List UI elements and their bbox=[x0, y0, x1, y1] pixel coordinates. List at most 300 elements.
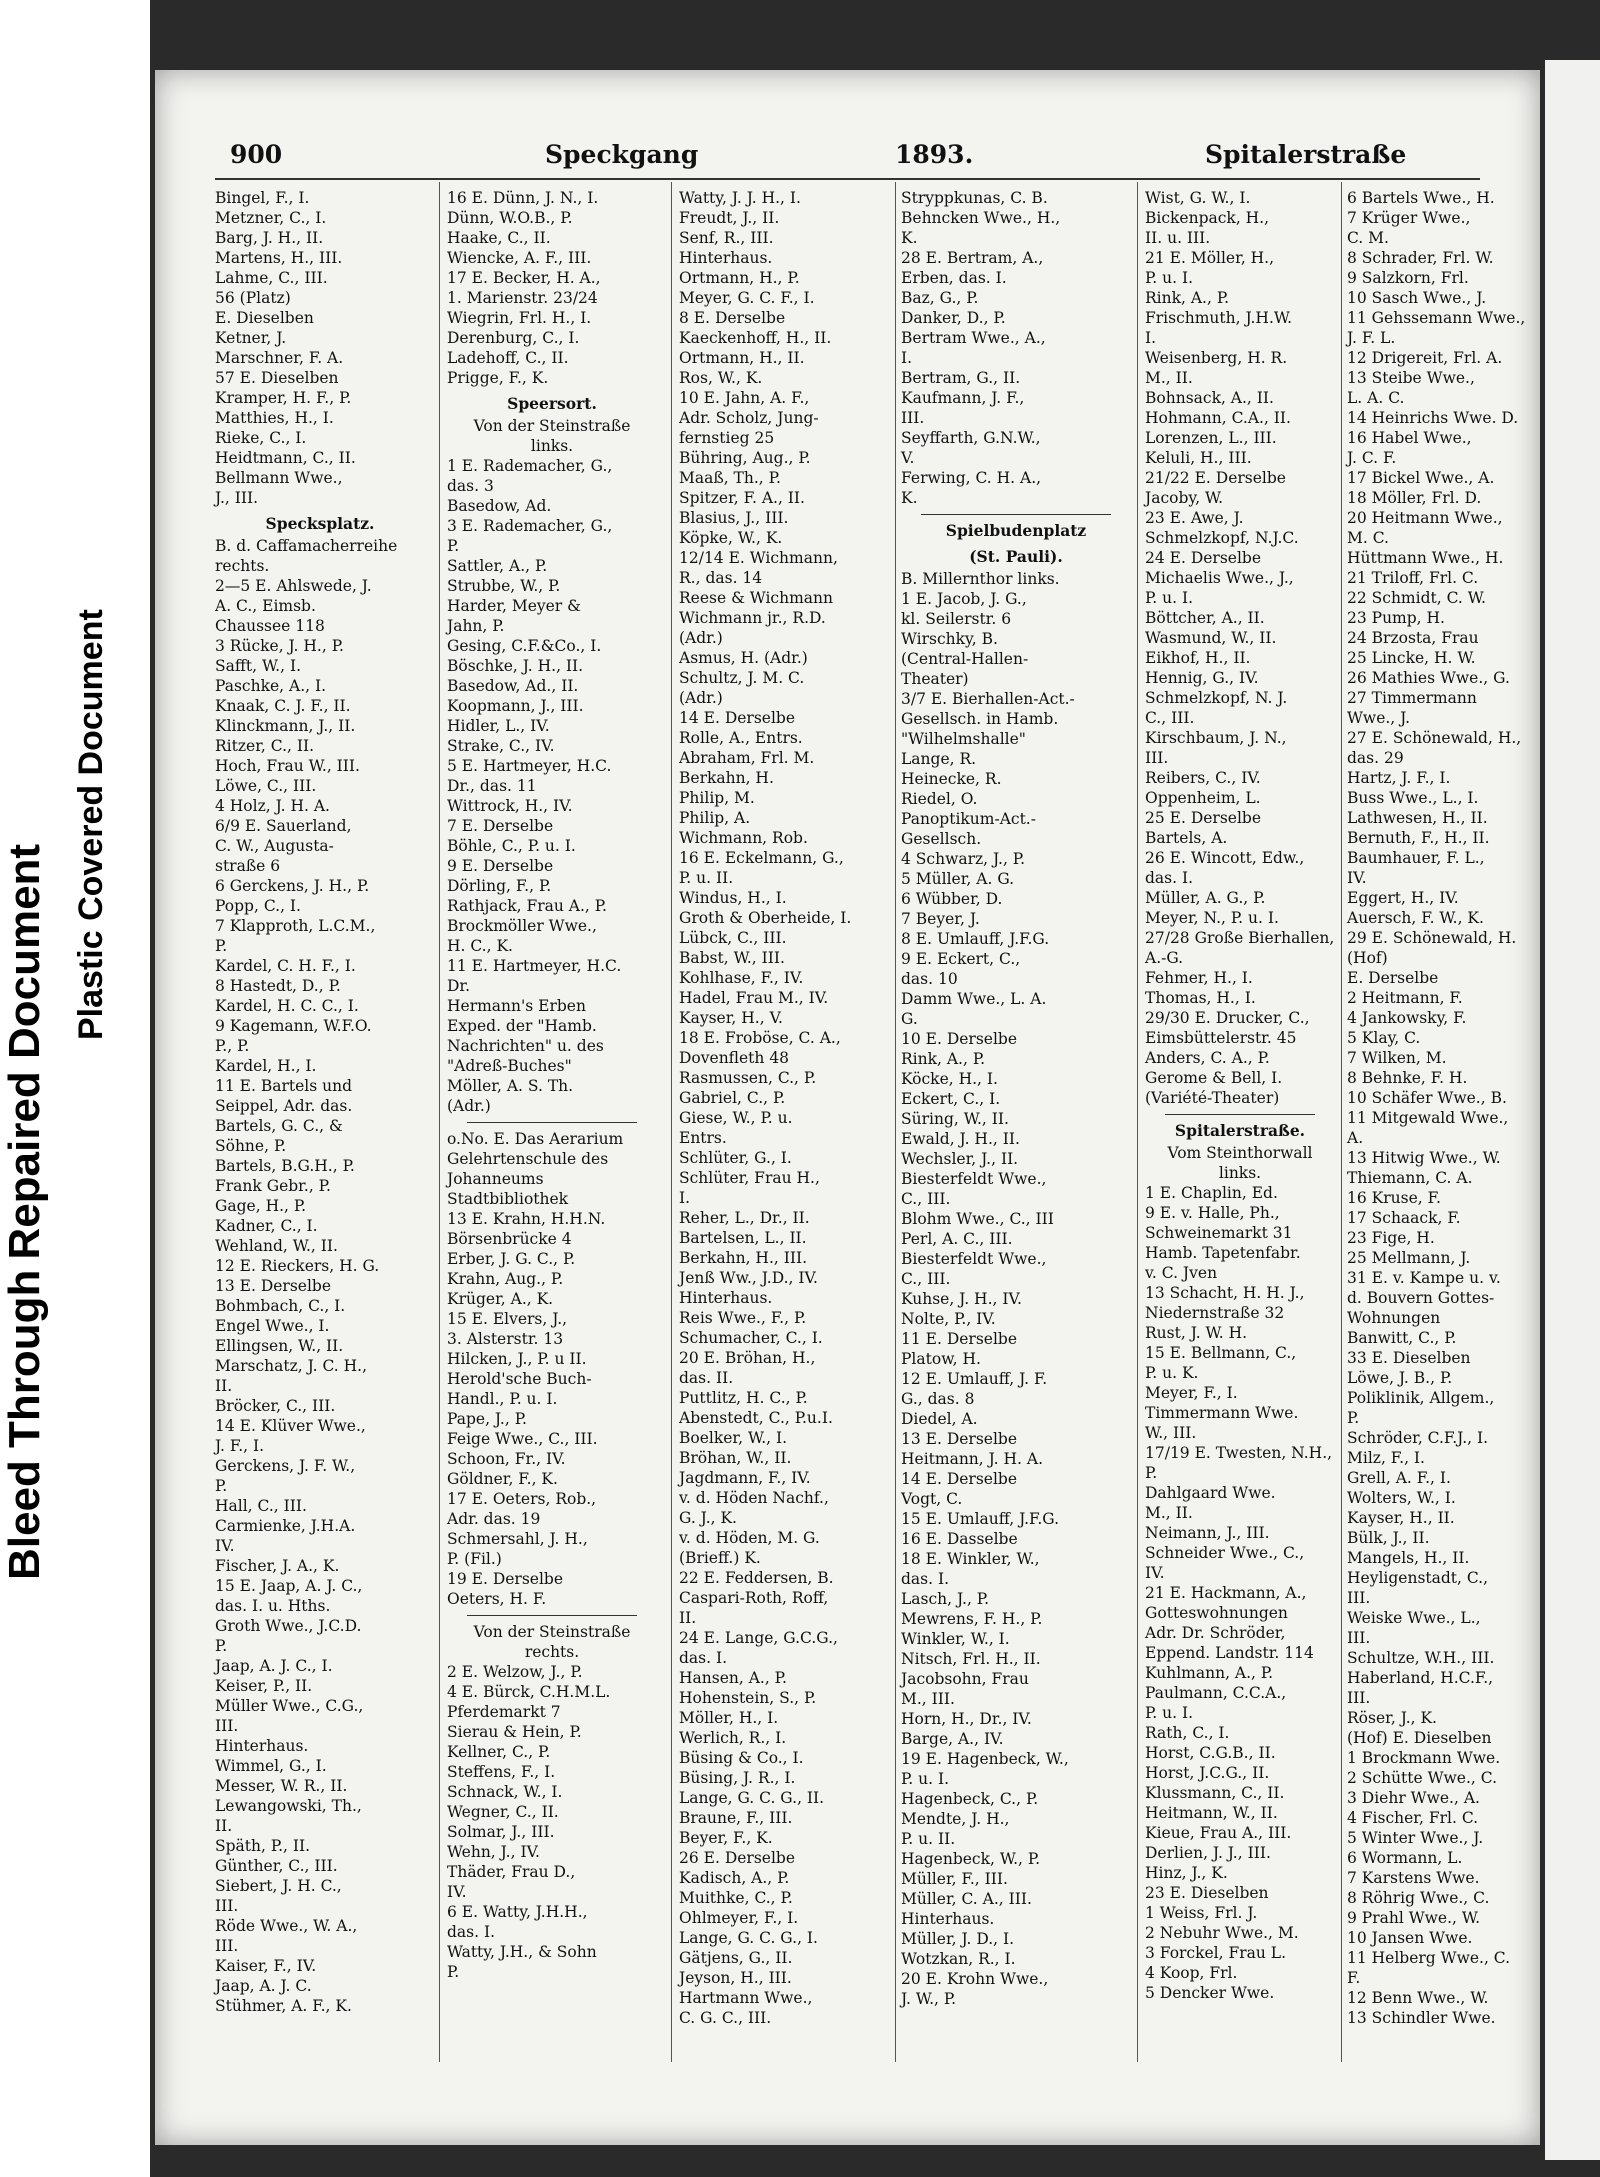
directory-entry: Hamb. Tapetenfabr. bbox=[1145, 1244, 1301, 1262]
directory-entry: Brockmöller Wwe., bbox=[447, 917, 597, 935]
directory-entry: Möller, H., I. bbox=[679, 1709, 779, 1727]
directory-entry: Hansen, A., P. bbox=[679, 1669, 787, 1687]
directory-entry: Ketner, J. bbox=[215, 329, 287, 347]
directory-entry: Jeyson, H., III. bbox=[679, 1969, 792, 1987]
directory-entry: 13 Schacht, H. H. J., bbox=[1145, 1284, 1305, 1302]
directory-entry: Hinterhaus. bbox=[901, 1910, 995, 1928]
directory-entry: Gotteswohnungen bbox=[1145, 1604, 1288, 1622]
directory-entry: Schultz, J. M. C. bbox=[679, 669, 805, 687]
directory-entry: Wimmel, G., I. bbox=[215, 1757, 327, 1775]
directory-entry: Lathwesen, H., II. bbox=[1347, 809, 1488, 827]
directory-entry: das. 10 bbox=[901, 970, 958, 988]
directory-entry: Bartels, A. bbox=[1145, 829, 1228, 847]
directory-entry: 2 E. Welzow, J., P. bbox=[447, 1663, 583, 1681]
directory-entry: Messer, W. R., II. bbox=[215, 1777, 348, 1795]
directory-entry: 6 Wübber, D. bbox=[901, 890, 1003, 908]
directory-entry: Müller, F., III. bbox=[901, 1870, 1008, 1888]
directory-entry: 1. Marienstr. 23/24 bbox=[447, 289, 598, 307]
directory-entry: J. F. L. bbox=[1347, 329, 1396, 347]
directory-entry: Gesellsch. in Hamb. bbox=[901, 710, 1059, 728]
directory-entry: Thomas, H., I. bbox=[1145, 989, 1256, 1007]
directory-entry: 21 E. Hackmann, A., bbox=[1145, 1584, 1307, 1602]
directory-entry: Gerckens, J. F. W., bbox=[215, 1457, 356, 1475]
directory-entry: 20 Heitmann Wwe., bbox=[1347, 509, 1503, 527]
directory-entry: Abenstedt, C., P.u.I. bbox=[679, 1409, 833, 1427]
directory-entry: Haake, C., II. bbox=[447, 229, 551, 247]
directory-entry: o.No. E. Das Aerarium bbox=[447, 1130, 624, 1148]
directory-entry: 27 Timmermann bbox=[1347, 689, 1477, 707]
directory-entry: 4 E. Bürck, C.H.M.L. bbox=[447, 1683, 611, 1701]
directory-entry: Adr. Dr. Schröder, bbox=[1145, 1624, 1286, 1642]
directory-entry: Berkahn, H., III. bbox=[679, 1249, 808, 1267]
directory-entry: v. d. Höden, M. G. bbox=[679, 1529, 820, 1547]
directory-entry: "Wilhelmshalle" bbox=[901, 730, 1026, 748]
directory-entry: 13 Hitwig Wwe., W. bbox=[1347, 1149, 1501, 1167]
directory-entry: das. I. bbox=[1145, 869, 1194, 887]
directory-entry: 24 Brzosta, Frau bbox=[1347, 629, 1479, 647]
directory-entry: Diedel, A. bbox=[901, 1410, 978, 1428]
directory-entry: Möller, A. S. Th. bbox=[447, 1077, 574, 1095]
directory-entry: 13 E. Derselbe bbox=[215, 1277, 332, 1295]
directory-entry: Philip, A. bbox=[679, 809, 751, 827]
directory-entry: II. bbox=[215, 1817, 233, 1835]
directory-entry: Abraham, Frl. M. bbox=[679, 749, 815, 767]
directory-entry: P. u. I. bbox=[1145, 1704, 1194, 1722]
directory-entry: P. u. I. bbox=[901, 1770, 950, 1788]
directory-entry: 5 Winter Wwe., J. bbox=[1347, 1829, 1484, 1847]
directory-entry: Rathjack, Frau A., P. bbox=[447, 897, 607, 915]
directory-entry: Wiegrin, Frl. H., I. bbox=[447, 309, 592, 327]
directory-entry: Dörling, F., P. bbox=[447, 877, 552, 895]
directory-entry: Bickenpack, H., bbox=[1145, 209, 1270, 227]
directory-entry: Wiencke, A. F., III. bbox=[447, 249, 592, 267]
directory-entry: Nitsch, Frl. H., II. bbox=[901, 1650, 1041, 1668]
directory-entry: Klinckmann, J., II. bbox=[215, 717, 356, 735]
directory-entry: Marschner, F. A. bbox=[215, 349, 344, 367]
directory-entry: P., P. bbox=[215, 1037, 250, 1055]
directory-entry: III. bbox=[215, 1937, 239, 1955]
directory-entry: Lange, G. C. G., II. bbox=[679, 1789, 825, 1807]
directory-entry: Löwe, C., III. bbox=[215, 777, 317, 795]
directory-entry: Lewangowski, Th., bbox=[215, 1797, 362, 1815]
directory-entry: Rath, C., I. bbox=[1145, 1724, 1230, 1742]
header-rule bbox=[215, 178, 1480, 180]
directory-entry: Dovenfleth 48 bbox=[679, 1049, 790, 1067]
directory-entry: Niedernstraße 32 bbox=[1145, 1304, 1285, 1322]
directory-entry: Horst, J.C.G., II. bbox=[1145, 1764, 1270, 1782]
directory-entry: v. d. Höden Nachf., bbox=[679, 1489, 829, 1507]
directory-entry: P. u. II. bbox=[901, 1830, 956, 1848]
section-subheading: Von der Steinstraße bbox=[473, 417, 631, 435]
directory-entry: Hüttmann Wwe., H. bbox=[1347, 549, 1504, 567]
directory-entry: Kuhlmann, A., P. bbox=[1145, 1664, 1274, 1682]
directory-entry: Hilcken, J., P. u II. bbox=[447, 1350, 587, 1368]
directory-entry: 17 Bickel Wwe., A. bbox=[1347, 469, 1495, 487]
directory-entry: Jahn, P. bbox=[447, 617, 505, 635]
directory-entry: Hohenstein, S., P. bbox=[679, 1689, 817, 1707]
directory-entry: Gesellsch. bbox=[901, 830, 982, 848]
directory-entry: Meyer, F., I. bbox=[1145, 1384, 1238, 1402]
column-divider bbox=[1341, 182, 1342, 2062]
directory-entry: C. W., Augusta- bbox=[215, 837, 334, 855]
directory-entry: Thiemann, C. A. bbox=[1347, 1169, 1473, 1187]
directory-entry: Pferdemarkt 7 bbox=[447, 1703, 561, 1721]
directory-entry: das. I. u. Hths. bbox=[215, 1597, 331, 1615]
directory-entry: P. bbox=[215, 1477, 228, 1495]
directory-entry: IV. bbox=[1347, 869, 1367, 887]
directory-entry: Fischer, J. A., K. bbox=[215, 1557, 340, 1575]
directory-entry: Banwitt, C., P. bbox=[1347, 1329, 1457, 1347]
directory-entry: Auersch, F. W., K. bbox=[1347, 909, 1484, 927]
directory-entry: 18 E. Froböse, C. A., bbox=[679, 1029, 841, 1047]
directory-entry: Kramper, H. F., P. bbox=[215, 389, 352, 407]
directory-entry: Hall, C., III. bbox=[215, 1497, 307, 1515]
directory-entry: 19 E. Hagenbeck, W., bbox=[901, 1750, 1069, 1768]
section-heading: Speersort. bbox=[507, 394, 597, 413]
directory-entry: Adr. das. 19 bbox=[447, 1510, 541, 1528]
directory-entry: d. Bouvern Gottes- bbox=[1347, 1289, 1495, 1307]
directory-entry: J. W., P. bbox=[901, 1990, 957, 2008]
directory-entry: Wichmann, Rob. bbox=[679, 829, 808, 847]
directory-entry: Blohm Wwe., C., III bbox=[901, 1210, 1054, 1228]
directory-entry: 15 E. Bellmann, C., bbox=[1145, 1344, 1297, 1362]
directory-entry: C., III. bbox=[1145, 709, 1195, 727]
directory-entry: Wehn, J., IV. bbox=[447, 1843, 540, 1861]
directory-entry: Gätjens, G., II. bbox=[679, 1949, 793, 1967]
directory-entry: Chaussee 118 bbox=[215, 617, 325, 635]
directory-entry: V. bbox=[901, 449, 915, 467]
directory-entry: Lorenzen, L., III. bbox=[1145, 429, 1277, 447]
directory-entry: F. bbox=[1347, 1969, 1361, 1987]
directory-entry: Weiske Wwe., L., bbox=[1347, 1609, 1481, 1627]
directory-entry: 8 E. Derselbe bbox=[679, 309, 786, 327]
directory-entry: 8 E. Umlauff, J.F.G. bbox=[901, 930, 1050, 948]
directory-entry: Schmelzkopf, N.J.C. bbox=[1145, 529, 1299, 547]
directory-entry: Hohmann, C.A., II. bbox=[1145, 409, 1291, 427]
directory-entry: Neimann, J., III. bbox=[1145, 1524, 1270, 1542]
directory-entry: Groth Wwe., J.C.D. bbox=[215, 1617, 362, 1635]
directory-entry: I. bbox=[901, 349, 913, 367]
directory-entry: I. bbox=[679, 1189, 691, 1207]
directory-entry: J., III. bbox=[215, 489, 259, 507]
directory-entry: 18 Möller, Frl. D. bbox=[1347, 489, 1482, 507]
directory-entry: Reis Wwe., F., P. bbox=[679, 1309, 807, 1327]
directory-entry: Rink, A., P. bbox=[901, 1050, 986, 1068]
directory-entry: 4 Schwarz, J., P. bbox=[901, 850, 1026, 868]
left-label-band bbox=[0, 0, 150, 2177]
directory-entry: Strake, C., IV. bbox=[447, 737, 555, 755]
directory-entry: Lasch, J., P. bbox=[901, 1590, 990, 1608]
directory-entry: Schneider Wwe., C., bbox=[1145, 1544, 1305, 1562]
directory-entry: 16 Kruse, F. bbox=[1347, 1189, 1441, 1207]
directory-entry: Spitzer, F. A., II. bbox=[679, 489, 805, 507]
directory-entry: B. Millernthor links. bbox=[901, 570, 1060, 588]
directory-entry: Kaiser, F., IV. bbox=[215, 1957, 317, 1975]
directory-entry: 12/14 E. Wichmann, bbox=[679, 549, 838, 567]
directory-entry: Hoch, Frau W., III. bbox=[215, 757, 360, 775]
bleed-through-label: Bleed Through bbox=[0, 1269, 49, 1580]
directory-entry: 14 E. Derselbe bbox=[679, 709, 796, 727]
directory-entry: 8 Schrader, Frl. W. bbox=[1347, 249, 1494, 267]
directory-entry: 2—5 E. Ahlswede, J. bbox=[215, 577, 372, 595]
column-2 bbox=[447, 188, 657, 1982]
directory-entry: Böschke, J. H., II. bbox=[447, 657, 584, 675]
directory-entry: P. bbox=[1347, 1409, 1360, 1427]
directory-entry: Wegner, C., II. bbox=[447, 1803, 559, 1821]
directory-entry: P. u. K. bbox=[1145, 1364, 1199, 1382]
directory-entry: Rink, A., P. bbox=[1145, 289, 1230, 307]
directory-entry: Watty, J.H., & Sohn bbox=[447, 1943, 597, 1961]
directory-entry: 13 Steibe Wwe., bbox=[1347, 369, 1475, 387]
directory-entry: Adr. Scholz, Jung- bbox=[679, 409, 819, 427]
directory-entry: 7 Karstens Wwe. bbox=[1347, 1869, 1480, 1887]
directory-entry: III. bbox=[215, 1717, 239, 1735]
directory-entry: Giese, W., P. u. bbox=[679, 1109, 793, 1127]
directory-entry: Barg, J. H., II. bbox=[215, 229, 324, 247]
directory-entry: III. bbox=[1145, 749, 1169, 767]
directory-entry: Schoon, Fr., IV. bbox=[447, 1450, 566, 1468]
directory-entry: Reese & Wichmann bbox=[679, 589, 833, 607]
directory-entry: 19 E. Derselbe bbox=[447, 1570, 564, 1588]
directory-entry: Ellingsen, W., II. bbox=[215, 1337, 344, 1355]
directory-entry: Müller Wwe., C.G., bbox=[215, 1697, 364, 1715]
directory-entry: 7 Klapproth, L.C.M., bbox=[215, 917, 376, 935]
directory-entry: Braune, F., III. bbox=[679, 1809, 793, 1827]
directory-entry: Bartels, G. C., & bbox=[215, 1117, 343, 1135]
directory-entry: Göldner, F., K. bbox=[447, 1470, 558, 1488]
column-3 bbox=[679, 188, 889, 2028]
directory-entry: Feige Wwe., C., III. bbox=[447, 1430, 598, 1448]
directory-entry: Kaeckenhoff, H., II. bbox=[679, 329, 832, 347]
directory-entry: C. M. bbox=[1347, 229, 1389, 247]
directory-entry: 2 Heitmann, F. bbox=[1347, 989, 1463, 1007]
directory-entry: Hennig, G., IV. bbox=[1145, 669, 1259, 687]
directory-entry: 13 E. Krahn, H.H.N. bbox=[447, 1210, 606, 1228]
directory-entry: III. bbox=[1347, 1689, 1371, 1707]
directory-entry: W., III. bbox=[1145, 1424, 1197, 1442]
directory-entry: 6/9 E. Sauerland, bbox=[215, 817, 352, 835]
directory-entry: Sierau & Hein, P. bbox=[447, 1723, 582, 1741]
section-subheading: rechts. bbox=[524, 1643, 580, 1661]
directory-entry: 16 E. Eckelmann, G., bbox=[679, 849, 844, 867]
directory-entry: Nachrichten" u. des bbox=[447, 1037, 604, 1055]
directory-entry: P. bbox=[447, 1963, 460, 1981]
directory-entry: Jacobsohn, Frau bbox=[901, 1670, 1029, 1688]
directory-entry: Schumacher, C., I. bbox=[679, 1329, 823, 1347]
directory-entry: Grell, A. F., I. bbox=[1347, 1469, 1451, 1487]
directory-entry: Kieue, Frau A., III. bbox=[1145, 1824, 1292, 1842]
directory-entry: Freudt, J., II. bbox=[679, 209, 780, 227]
directory-entry: Engel Wwe., I. bbox=[215, 1317, 330, 1335]
plastic-covered-label: Plastic Covered Document bbox=[72, 609, 110, 1040]
directory-entry: Muithke, C., P. bbox=[679, 1889, 793, 1907]
directory-entry: 20 E. Bröhan, H., bbox=[679, 1349, 816, 1367]
directory-entry: 33 E. Dieselben bbox=[1347, 1349, 1471, 1367]
directory-entry: 7 Beyer, J. bbox=[901, 910, 980, 928]
directory-entry: 16 E. Dasselbe bbox=[901, 1530, 1018, 1548]
directory-entry: 8 Behnke, F. H. bbox=[1347, 1069, 1468, 1087]
directory-entry: Bühring, Aug., P. bbox=[679, 449, 811, 467]
directory-entry: Kohlhase, F., IV. bbox=[679, 969, 804, 987]
directory-entry: Biesterfeldt Wwe., bbox=[901, 1250, 1047, 1268]
directory-entry: 4 Fischer, Frl. C. bbox=[1347, 1809, 1479, 1827]
directory-entry: Windus, H., I. bbox=[679, 889, 787, 907]
directory-entry: Reibers, C., IV. bbox=[1145, 769, 1261, 787]
directory-entry: Kardel, C. H. F., I. bbox=[215, 957, 356, 975]
directory-entry: Hinz, J., K. bbox=[1145, 1864, 1228, 1882]
directory-entry: J. F., I. bbox=[215, 1437, 265, 1455]
directory-entry: Ortmann, H., II. bbox=[679, 349, 805, 367]
directory-entry: Handl., P. u. I. bbox=[447, 1390, 558, 1408]
directory-entry: Basedow, Ad. bbox=[447, 497, 552, 515]
facing-page-edge bbox=[1545, 60, 1600, 2160]
directory-entry: (Adr.) bbox=[679, 629, 723, 647]
directory-entry: Theater) bbox=[901, 670, 969, 688]
directory-entry: Siebert, J. H. C., bbox=[215, 1877, 342, 1895]
directory-entry: Steffens, F., I. bbox=[447, 1763, 556, 1781]
directory-entry: Kadner, C., I. bbox=[215, 1217, 318, 1235]
directory-entry: das. I. bbox=[901, 1570, 950, 1588]
directory-entry: E. Dieselben bbox=[215, 309, 314, 327]
directory-entry: L. A. C. bbox=[1347, 389, 1405, 407]
directory-entry: 13 Schindler Wwe. bbox=[1347, 2009, 1496, 2027]
section-heading: (St. Pauli). bbox=[969, 547, 1063, 566]
column-5 bbox=[1145, 188, 1335, 2003]
directory-entry: II. bbox=[215, 1377, 233, 1395]
directory-entry: Bohnsack, A., II. bbox=[1145, 389, 1274, 407]
directory-entry: Senf, R., III. bbox=[679, 229, 774, 247]
directory-entry: Stühmer, A. F., K. bbox=[215, 1997, 352, 2015]
directory-entry: Kayser, H., II. bbox=[1347, 1509, 1455, 1527]
directory-entry: Oeters, H. F. bbox=[447, 1590, 547, 1608]
directory-entry: Schlüter, Frau H., bbox=[679, 1169, 820, 1187]
directory-entry: Müller, J. D., I. bbox=[901, 1930, 1015, 1948]
section-heading: Specksplatz. bbox=[265, 514, 375, 533]
directory-entry: Eimsbüttelerstr. 45 bbox=[1145, 1029, 1297, 1047]
directory-entry: Heinecke, R. bbox=[901, 770, 1002, 788]
directory-entry: P. bbox=[1145, 1464, 1158, 1482]
directory-entry: IV. bbox=[447, 1883, 467, 1901]
directory-entry: A.-G. bbox=[1145, 949, 1184, 967]
directory-entry: Ritzer, C., II. bbox=[215, 737, 315, 755]
directory-entry: Rieke, C., I. bbox=[215, 429, 307, 447]
directory-entry: Bülk, J., II. bbox=[1347, 1529, 1430, 1547]
directory-entry: Keiser, P., II. bbox=[215, 1677, 313, 1695]
directory-entry: das. 3 bbox=[447, 477, 494, 495]
directory-entry: Rolle, A., Entrs. bbox=[679, 729, 803, 747]
directory-entry: Ortmann, H., P. bbox=[679, 269, 800, 287]
directory-entry: Watty, J. J. H., I. bbox=[679, 189, 801, 207]
directory-entry: Mewrens, F. H., P. bbox=[901, 1610, 1043, 1628]
directory-entry: Bartelsen, L., II. bbox=[679, 1229, 807, 1247]
directory-entry: 11 Gehssemann Wwe., bbox=[1347, 309, 1526, 327]
directory-entry: Heidtmann, C., II. bbox=[215, 449, 356, 467]
directory-entry: Strubbe, W., P. bbox=[447, 577, 561, 595]
directory-entry: Platow, H. bbox=[901, 1350, 981, 1368]
directory-entry: 1 Weiss, Frl. J. bbox=[1145, 1904, 1258, 1922]
directory-entry: Erben, das. I. bbox=[901, 269, 1007, 287]
directory-entry: Matthies, H., I. bbox=[215, 409, 334, 427]
directory-entry: Marschatz, J. C. H., bbox=[215, 1357, 368, 1375]
directory-entry: Lübck, C., III. bbox=[679, 929, 787, 947]
directory-entry: 6 Bartels Wwe., H. bbox=[1347, 189, 1495, 207]
directory-entry: 22 E. Feddersen, B. bbox=[679, 1569, 834, 1587]
directory-entry: 3 Diehr Wwe., A. bbox=[1347, 1789, 1480, 1807]
directory-entry: Poliklinik, Allgem., bbox=[1347, 1389, 1495, 1407]
directory-entry: Dr., das. 11 bbox=[447, 777, 537, 795]
directory-entry: 7 E. Derselbe bbox=[447, 817, 554, 835]
directory-entry: Thäder, Frau D., bbox=[447, 1863, 576, 1881]
directory-entry: das. I. bbox=[447, 1923, 496, 1941]
directory-entry: IV. bbox=[215, 1537, 235, 1555]
directory-entry: 7 Wilken, M. bbox=[1347, 1049, 1447, 1067]
directory-entry: Heyligenstadt, C., bbox=[1347, 1569, 1489, 1587]
directory-entry: Hadel, Frau M., IV. bbox=[679, 989, 829, 1007]
directory-entry: Schnack, W., I. bbox=[447, 1783, 563, 1801]
directory-entry: Sattler, A., P. bbox=[447, 557, 548, 575]
directory-entry: 11 E. Bartels und bbox=[215, 1077, 352, 1095]
directory-entry: P. u. II. bbox=[679, 869, 734, 887]
directory-entry: Mendte, J. H., bbox=[901, 1810, 1010, 1828]
directory-entry: Solmar, J., III. bbox=[447, 1823, 555, 1841]
directory-entry: Gesing, C.F.&Co., I. bbox=[447, 637, 602, 655]
directory-entry: C. G. C., III. bbox=[679, 2009, 772, 2027]
directory-entry: Schlüter, G., I. bbox=[679, 1149, 792, 1167]
directory-entry: Böttcher, A., II. bbox=[1145, 609, 1265, 627]
directory-entry: K. bbox=[901, 489, 918, 507]
directory-entry: Wechsler, J., II. bbox=[901, 1150, 1019, 1168]
directory-entry: Lahme, C., III. bbox=[215, 269, 328, 287]
directory-entry: (Adr.) bbox=[679, 689, 723, 707]
directory-entry: 6 Gerckens, J. H., P. bbox=[215, 877, 370, 895]
directory-entry: Böhle, C., P. u. I. bbox=[447, 837, 576, 855]
directory-entry: Röde Wwe., W. A., bbox=[215, 1917, 358, 1935]
section-rule bbox=[467, 1615, 637, 1616]
directory-entry: Maaß, Th., P. bbox=[679, 469, 781, 487]
directory-entry: 9 Kagemann, W.F.O. bbox=[215, 1017, 372, 1035]
directory-entry: Hinterhaus. bbox=[679, 249, 773, 267]
directory-entry: 24 E. Lange, G.C.G., bbox=[679, 1629, 838, 1647]
directory-entry: Wohnungen bbox=[1347, 1309, 1441, 1327]
directory-entry: 4 Holz, J. H. A. bbox=[215, 797, 330, 815]
directory-entry: Werlich, R., I. bbox=[679, 1729, 787, 1747]
directory-entry: Schmersahl, J. H., bbox=[447, 1530, 588, 1548]
directory-entry: 23 Pump, H. bbox=[1347, 609, 1445, 627]
directory-entry: Erber, J. G. C., P. bbox=[447, 1250, 576, 1268]
column-divider bbox=[1137, 182, 1138, 2062]
directory-entry: 11 Helberg Wwe., C. bbox=[1347, 1949, 1511, 1967]
directory-entry: Entrs. bbox=[679, 1129, 727, 1147]
directory-entry: 16 Habel Wwe., bbox=[1347, 429, 1472, 447]
directory-entry: 12 Benn Wwe., W. bbox=[1347, 1989, 1489, 2007]
directory-entry: 23 E. Awe, J. bbox=[1145, 509, 1244, 527]
directory-entry: Hinterhaus. bbox=[679, 1289, 773, 1307]
directory-entry: 28 E. Bertram, A., bbox=[901, 249, 1044, 267]
directory-entry: Eppend. Landstr. 114 bbox=[1145, 1644, 1314, 1662]
directory-entry: P. (Fil.) bbox=[447, 1550, 502, 1568]
directory-entry: Jaap, A. J. C. bbox=[215, 1977, 312, 1995]
directory-entry: Hidler, L., IV. bbox=[447, 717, 550, 735]
section-subheading: Von der Steinstraße bbox=[473, 1623, 631, 1641]
directory-entry: Ladehoff, C., II. bbox=[447, 349, 569, 367]
directory-entry: 3. Alsterstr. 13 bbox=[447, 1330, 564, 1348]
directory-entry: Danker, D., P. bbox=[901, 309, 1006, 327]
directory-entry: Wolters, W., I. bbox=[1347, 1489, 1456, 1507]
directory-entry: 6 E. Watty, J.H.H., bbox=[447, 1903, 588, 1921]
directory-entry: Ohlmeyer, F., I. bbox=[679, 1909, 799, 1927]
directory-entry: Horn, H., Dr., IV. bbox=[901, 1710, 1032, 1728]
directory-entry: Popp, C., I. bbox=[215, 897, 301, 915]
